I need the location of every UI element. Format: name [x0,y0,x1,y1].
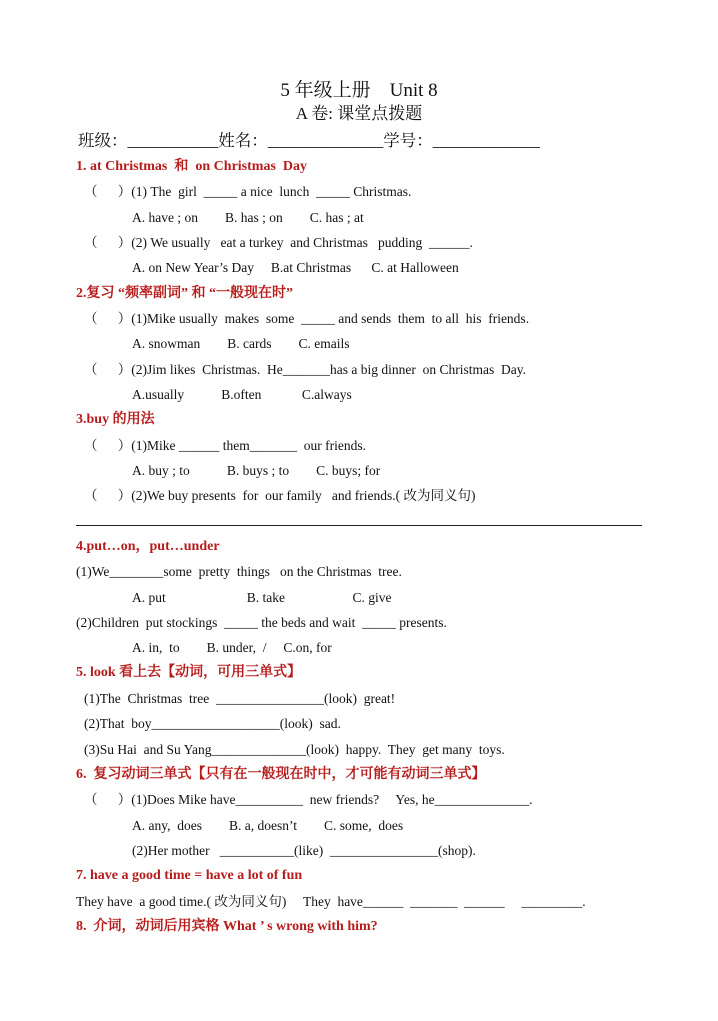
section-4-heading: 4.put…on，put…under [76,539,220,554]
student-info-line: 班级：___________姓名：______________学号：_____________ [78,131,540,150]
s2-question-2-options: A.usually B.often C.always [132,387,352,402]
section-8-heading: 8. 介词，动词后用宾格 What ’ s wrong with him? [76,919,378,934]
section-2-heading: 2.复习 “频率副词” 和 “一般现在时” [76,286,293,301]
section-6-heading: 6. 复习动词三单式【只有在一般现在时中，才可能有动词三单式】 [76,767,486,782]
s2-question-1-options: A. snowman B. cards C. emails [132,336,350,351]
section-7-heading: 7. have a good time = have a lot of fun [76,868,303,883]
answer-line [76,525,642,526]
s4-question-2-options: A. in, to B. under, / C.on, for [132,640,332,655]
page-subtitle: A 卷: 课堂点拨题 [295,104,423,123]
section-1-heading: 1. at Christmas 和 on Christmas Day [76,159,307,174]
s6-question-2: (2)Her mother ___________(like) ________________(shop). [132,843,476,858]
s1-question-2-options: A. on New Year’s Day B.at Christmas C. at Halloween [132,260,459,275]
s6-question-1: （ ）(1)Does Mike have__________ new friends? Yes, he______________. [84,792,533,807]
section-5-heading: 5. look 看上去【动词，可用三单式】 [76,665,302,680]
s3-question-1: （ ）(1)Mike ______ them_______ our friends. [84,438,366,453]
page-title: 5 年级上册 Unit 8 [280,80,438,101]
s3-question-2: （ ）(2)We buy presents for our family and friends.( 改为同义句) [84,488,476,503]
s3-question-1-options: A. buy ; to B. buys ; to C. buys; for [132,463,381,478]
s5-question-1: (1)The Christmas tree ________________(look) great! [84,691,396,706]
section-3-heading: 3.buy 的用法 [76,412,155,427]
s2-question-1: （ ）(1)Mike usually makes some _____ and sends them to all his friends. [84,311,530,326]
s6-question-1-options: A. any, does B. a, doesn’t C. some, does [132,818,404,833]
s1-question-2: （ ）(2) We usually eat a turkey and Christmas pudding ______. [84,235,473,250]
s4-question-1-options: A. put B. take C. give [132,590,392,605]
s7-question-1: They have a good time.( 改为同义句) They have______ _______ ______ _________. [76,894,586,909]
s5-question-2: (2)That boy___________________(look) sad. [84,716,341,731]
s4-question-2: (2)Children put stockings _____ the beds and wait _____ presents. [76,615,447,630]
s2-question-2: （ ）(2)Jim likes Christmas. He_______has a big dinner on Christmas Day. [84,362,526,377]
s1-question-1-options: A. have ; on B. has ; on C. has ; at [132,210,364,225]
s4-question-1: (1)We________some pretty things on the Christmas tree. [76,564,402,579]
s5-question-3: (3)Su Hai and Su Yang______________(look) happy. They get many toys. [84,742,505,757]
s1-question-1: （ ）(1) The girl _____ a nice lunch _____ Christmas. [84,184,412,199]
